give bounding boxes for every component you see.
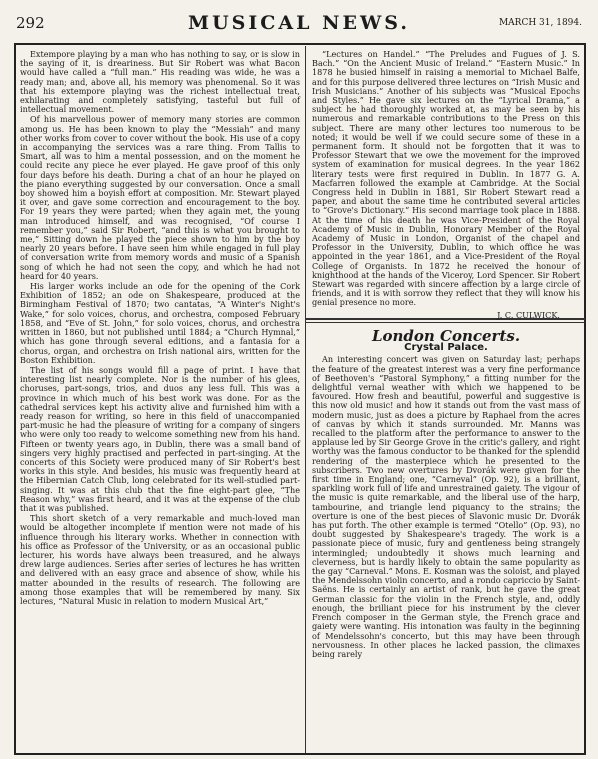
issue-date: MARCH 31, 1894. <box>498 18 582 28</box>
paragraph: This short sketch of a very remarkable and much-loved man would be altogether incomplete if mention were not made of his influence through his literary works. Whether in connection with his office as Professor of the University, or as an occasional public lecturer, his words have always been treasured, and he always drew large audiences. Series after series of lectures he has written and delivered with an easy grace and absence of show, while his matter abounded in the results of research. The following are among those examples that will be remembered by many. Six lectures, “Natural Music in relation to modern Musical Art,” <box>20 513 300 606</box>
page-header <box>16 12 582 36</box>
paragraph: “Lectures on Handel.” “The Preludes and Fugues of J. S. Bach.” “On the Ancient Music of Ireland.” “Eastern Music.” In 1878 he busied himself in raising a memorial to Michael Balfe, and for this purpose delivered three lectures on “Irish Music and Irish Musicians.” Another of his subjects was “Musical Epochs and Styles.” He gave six lectures on the “Lyrical Drama,” a subject he had thoroughly worked at, as may be seen by his numerous and remarkable contributions to the Press on this subject. There are many other lectures too numerous to be noted; it would be well if we could secure some of these in a permanent form. It should not be forgotten that it was to Professor Stewart that we owe the movement for the improved system of examination for musical degrees. In the year 1862 literary tests were first required in Dublin. In 1877 G. A. Macfarren followed the example at Cambridge. At the Social Congress held in Dublin in 1881, Sir Robert Stewart read a paper, and about the same time he contributed several articles to “Grove's Dictionary.” His second marriage took place in 1888. At the time of his death he was Vice-President of the Royal Academy of Music in Dublin, Honorary Member of the Royal Academy of Music in London, Organist of the chapel and Professor in the University, Dublin, to which office he was appointed in the year 1861, and a Vice-President of the Royal College of Organists. In 1872 he received the honour of knighthood at the hands of the Viceroy, Lord Spencer. Sir Robert Stewart was regarded with sincere affection by a large circle of friends, and it is with sorrow they reflect that they will know his genial presence no more. <box>312 49 580 308</box>
left-column <box>20 50 300 753</box>
column-divider <box>305 46 306 753</box>
masthead-title: MUSICAL NEWS. <box>188 12 410 34</box>
paragraph: Of his marvellous power of memory many stories are common among us. He has been known to play the “Messiah” and many other works from cover to cover without the book. His use of a copy in accompanying the services was a rare thing. From Tallis to Smart, all was to him a mental possession, and on the moment he could recite any piece he ever played. He gave proof of this only four days before his death. During a chat of an hour he played on the piano everything suggested by our conversation. Once a small boy showed him a boyish effort at composition. Mr. Stewart played it over, and gave some correction and encouragement to the boy. For 19 years they were parted; when they again met, the young man introduced himself, and was recognised, “Of course I remember you,” said Sir Robert, “and this is what you brought to me,” Sitting down he played the piece shown to him by the boy nearly 20 years before. I have seen him while engaged in full play of conversation write from memory words and music of a Spanish song of which he had not seen the copy, and which he had not heard for 40 years. <box>20 114 300 281</box>
right-column-bottom <box>312 327 581 753</box>
author-signature: J. C. CULWICK. <box>497 309 560 320</box>
paragraph: Extempore playing by a man who has nothing to say, or is slow in the saying of it, is dreariness. But Sir Robert was what Bacon would have called a “full man.” His reading was wide, he was a ready man; and, above all, his memory was phenomenal. So it was that his extempore playing was the richest intellectual treat, exhilarating and completely satisfying, tasteful but full of intellectual movement. <box>20 49 300 115</box>
section-subtitle: Crystal Palace. <box>404 342 488 354</box>
right-column-top <box>312 49 580 320</box>
paragraph: His larger works include an ode for the opening of the Cork Exhibition of 1852; an ode on Shakespeare, produced at the Birmingham Festival of 1870; two cantatas, “A Winter's Night's Wake,” for solo voices, chorus, and orchestra, composed February 1858, and “Eve of St. John,” for solo voices, chorus, and orchestra written in 1860, but not published until 1884; a “Church Hymnal,” which has gone through several editions, and a fantasia for a chorus, organ, and orchestra on Irish national airs, written for the Boston Exhibition. <box>20 281 300 365</box>
page-number: 292 <box>16 14 45 32</box>
paragraph: The list of his songs would fill a page of print. I have that interesting list nearly complete. Nor is the number of his glees, choruses, part-songs, trios, and duos any less full. This was a province in which much of his best work was done. For as the cathedral services kept his activity alive and furnished him with a ready reason for writing, so here in this field of unaccompanied part-music he had the pleasure of writing for a company of singers who were only too ready to welcome something new from his hand. Fifteen or twenty years ago, in Dublin, there was a small band of singers very highly practised and perfected in part-singing. At the concerts of this Society were produced many of Sir Robert's best works in this style. And besides, his music was frequently heard at the Hibernian Catch Club, long celebrated for its well-studied part-singing. It was at this club that the fine eight-part glee, “The Reason why,” was first heard, and it was at the expense of the club that it was published. <box>20 364 300 513</box>
section-title: London Concerts. <box>371 327 521 345</box>
paragraph: An interesting concert was given on Saturday last; perhaps the feature of the greatest interest was a very fine performance of Beethoven's “Pastoral Symphony,” a fitting number for the delightful vernal weather with which we happened to be favoured. How fresh and beautiful, powerful and suggestive is this now old music! and how it stands out from the vast mass of modern music, just as does a picture by Raphael from the acres of canvas by which it stands surrounded. Mr. Manns was recalled to the platform after the performance to answer to the applause led by Sir George Grove in the critic's gallery, and right worthy was the famous conductor to be thanked for the splendid rendering of the masterpiece which he presented to the subscribers. Two new overtures by Dvorák were given for the first time in England; one, “Carneval” (Op. 92), is a brilliant, sparkling work full of life and unrestrained gaiety. The vigour of the music is quite remarkable, and the liberal use of the harp, tambourine, and triangle lend piquancy to the strains; the overture is one of the best pieces of Slavonic music Dr. Dvorák has put forth. The other example is termed “Otello” (Op. 93), no doubt suggested by Shakespeare's tragedy. The work is a passionate piece of music, fury and gentleness being strangely intermingled; undoubtedly it shows much learning and cleverness, but is hardly likely to obtain the same popularity as the gay “Carneval.” Mons. E. Kosman was the soloist, and played the Mendelssohn violin concerto, and a rondo capriccio by Saint-Saëns. He is certainly an artist of rank, but he gave the great German classic for the violin in the French style, and, oddly enough, the brilliant piece for his instrument by the clever French composer in the German style, the French grace and gaiety were wanting. His intonation was faulty in the beginning of Mendelssohn's concerto, but this may have been through nervousness. In other places he lacked passion, the climaxes being rarely <box>312 354 581 659</box>
section-divider-bottom <box>306 322 585 323</box>
